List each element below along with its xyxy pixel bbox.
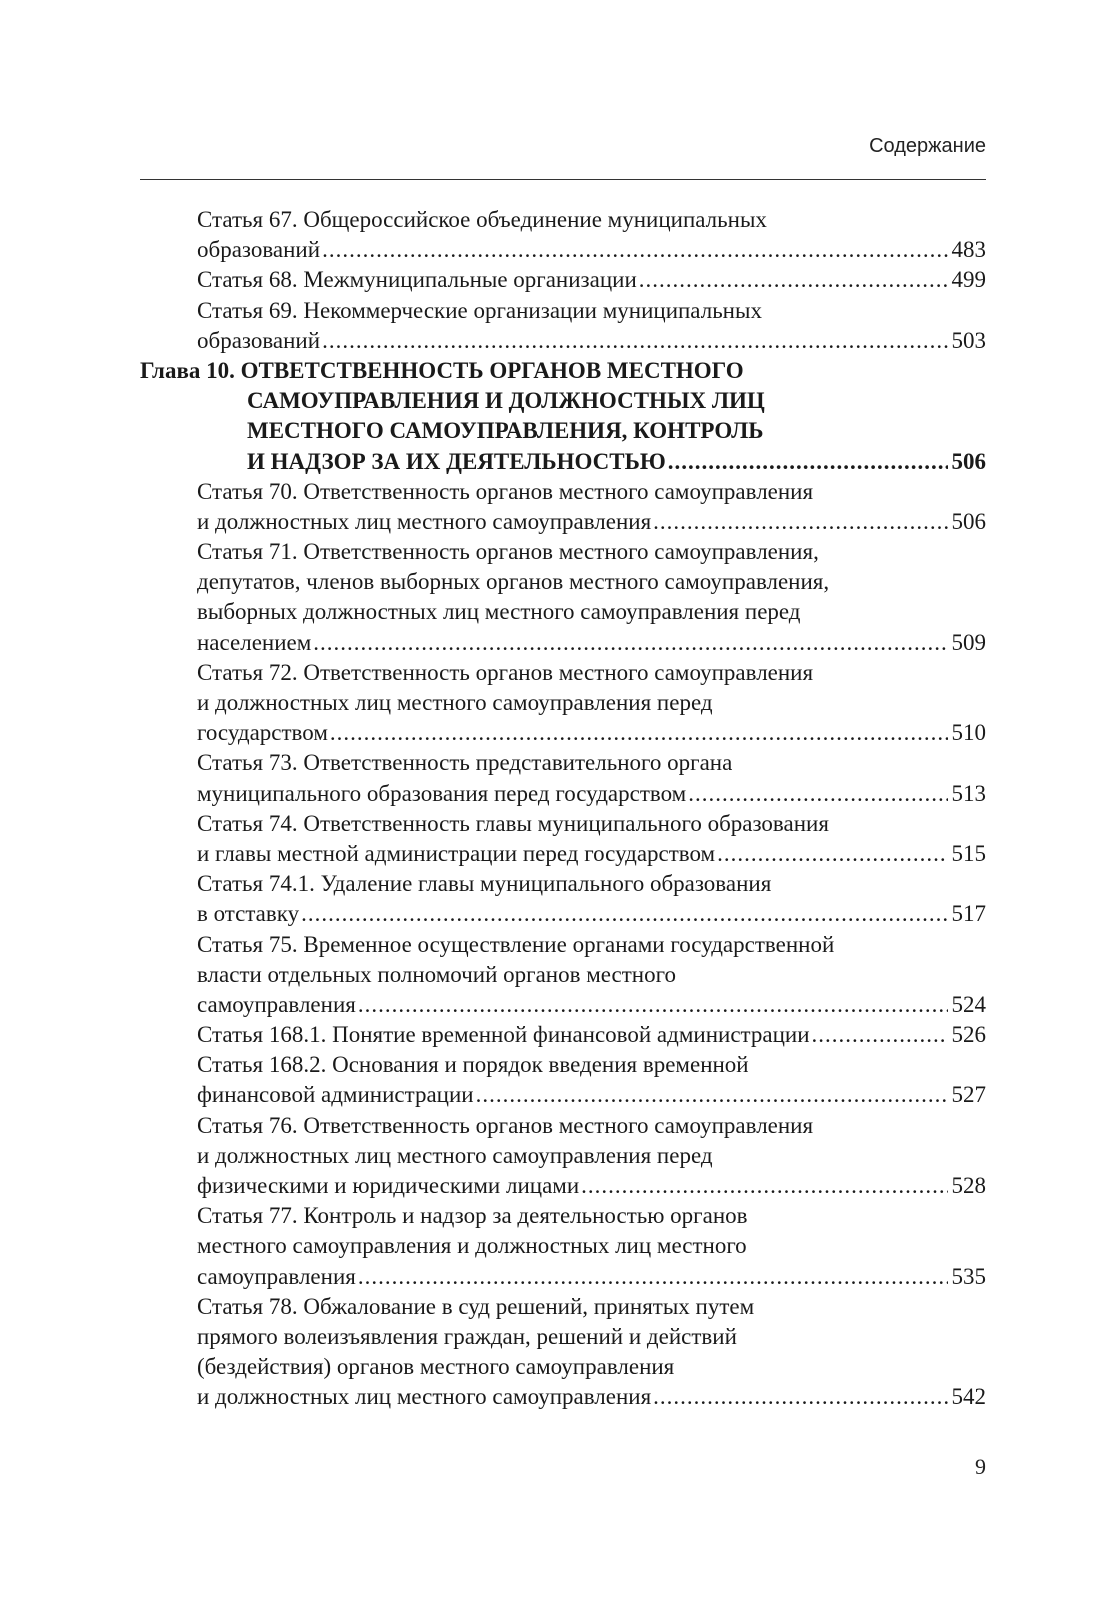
dot-leader [653, 507, 947, 537]
toc-page-number: 526 [951, 1022, 986, 1048]
dot-leader [322, 326, 947, 356]
toc-entry [140, 537, 986, 658]
toc-entry [140, 1050, 986, 1110]
toc-line: Статья 69. Некоммерческие организации муниципальных [197, 297, 762, 323]
toc-line [197, 1020, 986, 1050]
toc-entry [140, 1201, 986, 1292]
toc-entry-title: Статья 168.1. Понятие временной финансовой администрации [197, 1022, 810, 1048]
running-head: Содержание [869, 135, 986, 157]
toc-line [247, 447, 986, 477]
dot-leader [639, 265, 948, 295]
toc-page-number: 517 [951, 901, 986, 927]
toc-entry [140, 809, 986, 869]
toc-entry-title: и должностных лиц местного самоуправления [197, 508, 652, 534]
toc-line: выборных должностных лиц местного самоуправления перед [197, 599, 801, 625]
toc-entry-title: и должностных лиц местного самоуправления [197, 1384, 652, 1410]
toc-entry-title: финансовой администрации [197, 1082, 474, 1108]
toc-entry [140, 1020, 986, 1050]
toc-entry [140, 296, 986, 356]
toc-page-number: 506 [951, 448, 986, 474]
dot-leader [717, 839, 947, 869]
toc-entry-title: и главы местной администрации перед государством [197, 840, 716, 866]
toc-entry [140, 1111, 986, 1202]
toc-entry [140, 265, 986, 295]
dot-leader [358, 1262, 948, 1292]
toc-line: Статья 70. Ответственность органов местного самоуправления [197, 478, 814, 504]
dot-leader [476, 1080, 948, 1110]
toc-line [197, 718, 986, 748]
toc-entry [140, 930, 986, 1021]
toc-line [197, 628, 986, 658]
toc-entry [140, 1292, 986, 1413]
toc-line: Статья 72. Ответственность органов местного самоуправления [197, 659, 814, 685]
toc-line: Статья 74.1. Удаление главы муниципального образования [197, 871, 772, 897]
toc-page-number: 510 [951, 720, 986, 746]
toc-line: прямого волеизъявления граждан, решений и действий [197, 1323, 737, 1349]
toc-entry [140, 477, 986, 537]
toc-page-number: 524 [951, 991, 986, 1017]
toc-line [197, 779, 986, 809]
toc-line [197, 1382, 986, 1412]
toc-line: Статья 73. Ответственность представительного органа [197, 750, 733, 776]
toc-line: Статья 74. Ответственность главы муниципального образования [197, 810, 829, 836]
toc-entry-title: самоуправления [197, 991, 356, 1017]
toc-line: власти отдельных полномочий органов местного [197, 961, 676, 987]
toc-line [197, 235, 986, 265]
toc-entry-title: в отставку [197, 901, 300, 927]
toc-line: Статья 168.2. Основания и порядок введения временной [197, 1052, 749, 1078]
dot-leader [812, 1020, 948, 1050]
toc-line [197, 1080, 986, 1110]
dot-leader [688, 779, 947, 809]
toc-line: Статья 76. Ответственность органов местного самоуправления [197, 1112, 814, 1138]
dot-leader [358, 990, 948, 1020]
toc-entry-title: образований [197, 237, 321, 263]
toc-entry-title: физическими и юридическими лицами [197, 1173, 580, 1198]
toc-line [197, 326, 986, 356]
toc-entry [140, 748, 986, 808]
toc-entry-title: муниципального образования перед государством [197, 780, 687, 806]
toc-line [197, 1262, 986, 1292]
toc-line [197, 265, 986, 295]
toc-entry-title: государством [197, 720, 328, 746]
toc-page-number: 499 [951, 267, 986, 293]
toc-entry-title: самоуправления [197, 1263, 356, 1289]
toc-entry [140, 205, 986, 265]
toc-page-number: 515 [951, 840, 986, 866]
toc-page-number: 506 [951, 508, 986, 534]
page-number: 9 [975, 1454, 986, 1479]
table-of-contents [140, 205, 986, 1413]
dot-leader [653, 1382, 947, 1412]
dot-leader [301, 899, 947, 929]
toc-page-number: 535 [951, 1263, 986, 1289]
toc-line: САМОУПРАВЛЕНИЯ И ДОЛЖНОСТНЫХ ЛИЦ [247, 388, 765, 414]
toc-page-number: 503 [951, 327, 986, 353]
header-rule [140, 179, 986, 180]
toc-line: Статья 78. Обжалование в суд решений, принятых путем [197, 1293, 755, 1319]
toc-entry [140, 869, 986, 929]
toc-page-number: 483 [951, 237, 986, 263]
toc-chapter [140, 356, 986, 477]
dot-leader [313, 628, 947, 658]
toc-entry-title: образований [197, 327, 321, 353]
toc-line: и должностных лиц местного самоуправления перед [197, 1142, 713, 1168]
toc-page-number: 513 [951, 780, 986, 806]
toc-line: депутатов, членов выборных органов местного самоуправления, [197, 569, 830, 595]
toc-entry-title: населением [197, 629, 312, 655]
dot-leader [322, 235, 947, 265]
dot-leader [330, 718, 948, 748]
toc-line [197, 839, 986, 869]
toc-line: Статья 71. Ответственность органов местного самоуправления, [197, 539, 819, 565]
toc-line [197, 899, 986, 929]
dot-leader [581, 1171, 947, 1201]
toc-page-number: 542 [951, 1384, 986, 1410]
toc-entry-title: И НАДЗОР ЗА ИХ ДЕЯТЕЛЬНОСТЬЮ [247, 448, 666, 474]
dot-leader [668, 447, 948, 477]
toc-page-number: 528 [951, 1173, 986, 1198]
toc-line [197, 1171, 986, 1201]
toc-line: Статья 77. Контроль и надзор за деятельностью органов [197, 1203, 748, 1229]
toc-line: Статья 75. Временное осуществление органами государственной [197, 931, 835, 957]
toc-line: (бездействия) органов местного самоуправления [197, 1354, 675, 1380]
toc-line [197, 507, 986, 537]
toc-line [197, 990, 986, 1020]
toc-line: Статья 67. Общероссийское объединение муниципальных [197, 207, 767, 232]
toc-line: и должностных лиц местного самоуправления перед [197, 690, 713, 715]
toc-line: МЕСТНОГО САМОУПРАВЛЕНИЯ, КОНТРОЛЬ [247, 418, 764, 444]
toc-entry [140, 658, 986, 749]
toc-entry-title: Статья 68. Межмуниципальные организации [197, 267, 637, 293]
toc-page-number: 527 [951, 1082, 986, 1108]
toc-page-number: 509 [951, 629, 986, 655]
toc-line: местного самоуправления и должностных лиц местного [197, 1233, 747, 1259]
toc-line: Глава 10. ОТВЕТСТВЕННОСТЬ ОРГАНОВ МЕСТНОГО [140, 357, 744, 383]
